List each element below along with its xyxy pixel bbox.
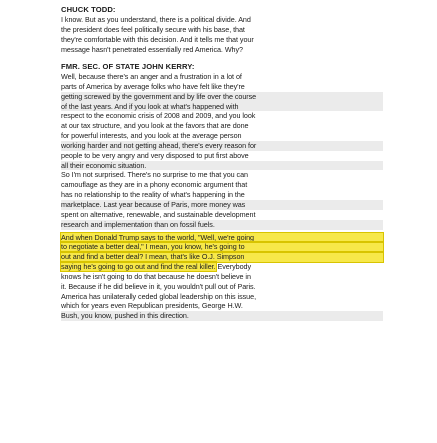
text-line: working harder and not getting ahead, there's every reason for <box>61 141 383 151</box>
text-line: parts of America by average folks who have felt like they're <box>61 81 245 91</box>
text-line: people to be very angry and very disposed to put first above <box>61 150 249 160</box>
highlighted-line: to negotiate a better deal," I mean, you know, he's going to <box>61 242 383 252</box>
text-line: message hasn't penetrated essentially red America. Why? <box>61 44 243 54</box>
text-line: which for years even Republican presidents, George H.W. <box>61 301 243 311</box>
text-line: spent on alternative, renewable, and sustainable development <box>61 209 256 219</box>
text-line: Well, because there's an anger and a frustration in a lot of <box>61 72 242 81</box>
text-line: it. Because if he did believe in it, you wouldn't pull out of Paris. <box>61 281 256 291</box>
text-line: the president does feel politically secure with his base, that <box>61 24 245 34</box>
text-line: Bush, you know, pushed in this direction. <box>61 311 383 321</box>
text-line: research and implementation than on fossil fuels. <box>61 220 383 230</box>
highlighted-line: out and find a better deal? I mean, that's like O.J. Simpson <box>61 252 383 262</box>
text-line: all their economic situation. <box>61 161 383 171</box>
text-line <box>61 262 383 272</box>
highlighted-quote <box>61 233 383 272</box>
text-line: camouflage as they are in a phony economic argument that <box>61 180 248 190</box>
text-line: they're comfortable with this decision. And it tells me that your <box>61 34 254 44</box>
text-line: I know. But as you understand, there is a political divide. And <box>61 15 251 24</box>
text-line: knows he isn't going to do that because he doesn't believe in <box>61 271 251 281</box>
text-line: of the last years. And if you look at what's happened with <box>61 102 383 112</box>
kerry-section <box>61 62 383 321</box>
text-line: for powerful interests, and you look at the average person <box>61 131 242 141</box>
text-line: marketplace. Last year because of Paris, more money was <box>61 200 383 210</box>
speaker-name: CHUCK TODD: <box>61 5 116 14</box>
text-line: at our tax structure, and you look at the favors that are done <box>61 121 249 131</box>
highlighted-phrase: saying he's going to go out and find the real killer. <box>61 262 216 272</box>
text-line: has no relationship to the reality of what's happening in the <box>61 190 245 200</box>
todd-section <box>61 5 383 54</box>
text-line: getting screwed by the government and by life over the course <box>61 92 383 102</box>
text-line: So I'm not surprised. There's no surprise to me that you can <box>61 170 248 180</box>
speaker-name: FMR. SEC. OF STATE JOHN KERRY: <box>61 62 195 71</box>
text-line: America has unilaterally ceded global leadership on this issue, <box>61 291 257 301</box>
text-line: respect to the economic crisis of 2008 and 2009, and you look <box>61 111 256 121</box>
highlighted-line: And when Donald Trump says to the world, "Well, we're going <box>61 233 383 243</box>
text-fragment: Everybody <box>215 262 252 272</box>
